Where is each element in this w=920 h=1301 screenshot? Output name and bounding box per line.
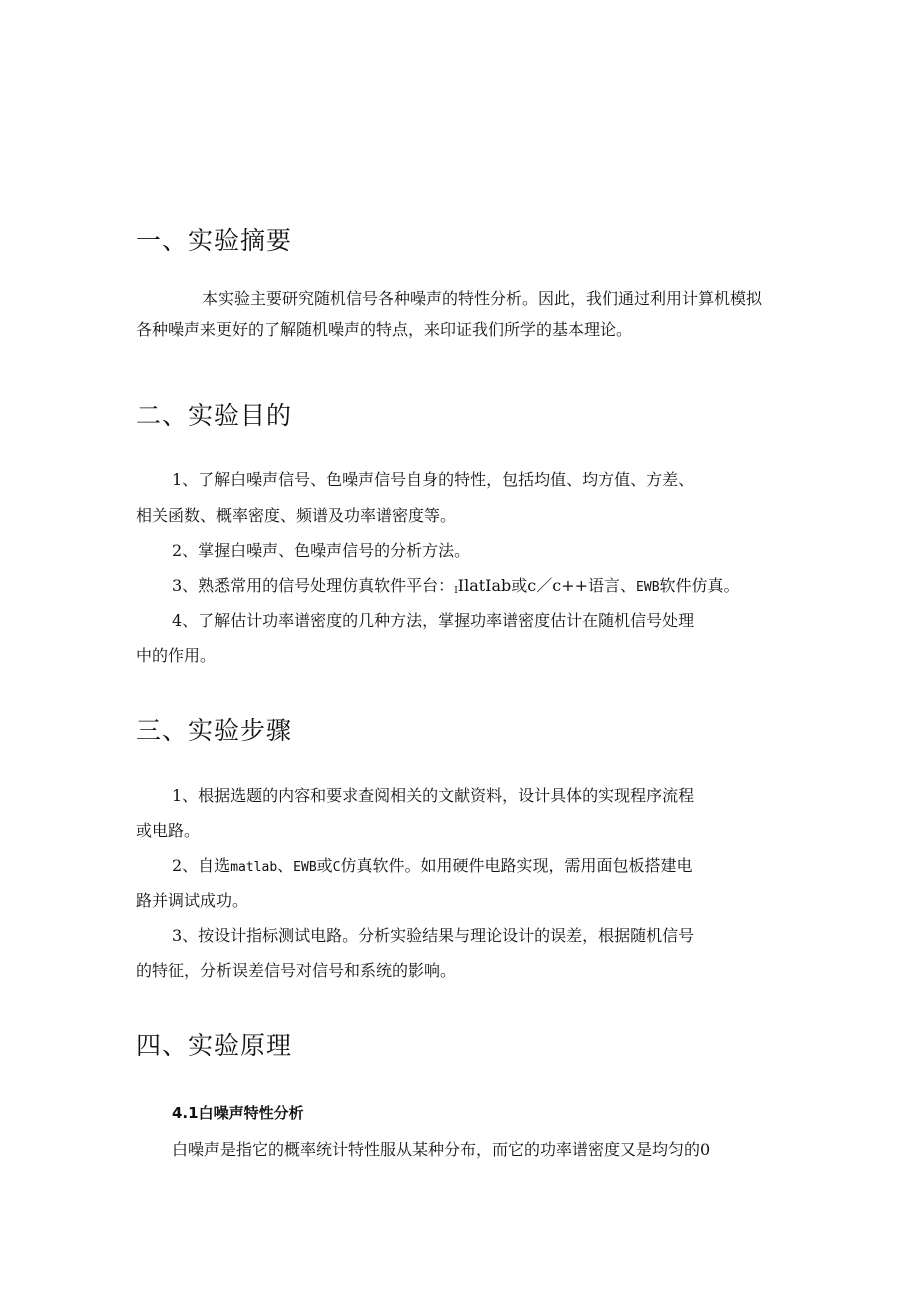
steps-item-1-line-1: 1、根据选题的内容和要求查阅相关的文献资料，设计具体的实现程序流程	[172, 786, 695, 805]
purpose-item-3-mid: 语言、	[588, 576, 637, 595]
purpose-item-3-suffix: 软件仿真。	[659, 576, 740, 595]
subsection-title-white-noise: 4.1白噪声特性分析	[172, 1104, 304, 1122]
steps-item-2-prefix: 2、自选	[172, 856, 231, 875]
steps-item-2-ewb: EWB	[293, 860, 317, 875]
steps-item-2-or: 或	[316, 856, 333, 875]
steps-item-3-line-2: 的特征，分析误差信号对信号和系统的影响。	[136, 961, 457, 980]
steps-item-3-line-1: 3、按设计指标测试电路。分析实验结果与理论设计的误差，根据随机信号	[172, 926, 695, 945]
purpose-item-4-line-2: 中的作用。	[136, 646, 217, 665]
purpose-item-3-ewb: EWB	[636, 580, 660, 595]
abstract-line-2: 各种噪声来更好的了解随机噪声的特点，来印证我们所学的基本理论。	[136, 320, 633, 339]
abstract-line-1: 本实验主要研究随机信号各种噪声的特性分析。因此，我们通过利用计算机模拟	[202, 289, 763, 308]
purpose-item-3-prefix: 3、熟悉常用的信号处理仿真软件平台：	[172, 576, 455, 595]
section-title-abstract: 一、实验摘要	[136, 226, 293, 255]
section-title-purpose: 二、实验目的	[136, 401, 293, 430]
principle-line-1: 白噪声是指它的概率统计特性服从某种分布，而它的功率谱密度又是均匀的0	[172, 1140, 711, 1159]
section-title-steps: 三、实验步骤	[136, 716, 293, 745]
purpose-item-1-line-2: 相关函数、概率密度、频谱及功率谱密度等。	[136, 506, 457, 525]
steps-item-1-line-2: 或电路。	[136, 821, 201, 840]
purpose-item-3-software: IlatIab	[457, 576, 512, 595]
steps-item-2-sep: 、	[277, 856, 294, 875]
steps-item-2-line-2: 路并调试成功。	[136, 891, 249, 910]
steps-item-2-rest: 仿真软件。如用硬件电路实现，需用面包板搭建电	[340, 856, 693, 875]
purpose-item-3-lang: c／c++	[527, 576, 589, 595]
steps-item-2-matlab: matlab	[230, 860, 278, 875]
purpose-item-4-line-1: 4、了解估计功率谱密度的几种方法，掌握功率谱密度估计在随机信号处理	[172, 611, 695, 630]
steps-item-2-c: C	[332, 860, 341, 875]
purpose-item-3-or: 或	[511, 576, 528, 595]
purpose-item-3-subscript: I	[454, 586, 458, 596]
steps-item-2-line-1	[172, 856, 693, 878]
purpose-item-3	[172, 576, 740, 601]
purpose-item-2: 2、掌握白噪声、色噪声信号的分析方法。	[172, 541, 471, 560]
section-title-principle: 四、实验原理	[136, 1031, 293, 1060]
purpose-item-1-line-1: 1、了解白噪声信号、色噪声信号自身的特性，包括均值、均方值、方差、	[172, 470, 695, 489]
